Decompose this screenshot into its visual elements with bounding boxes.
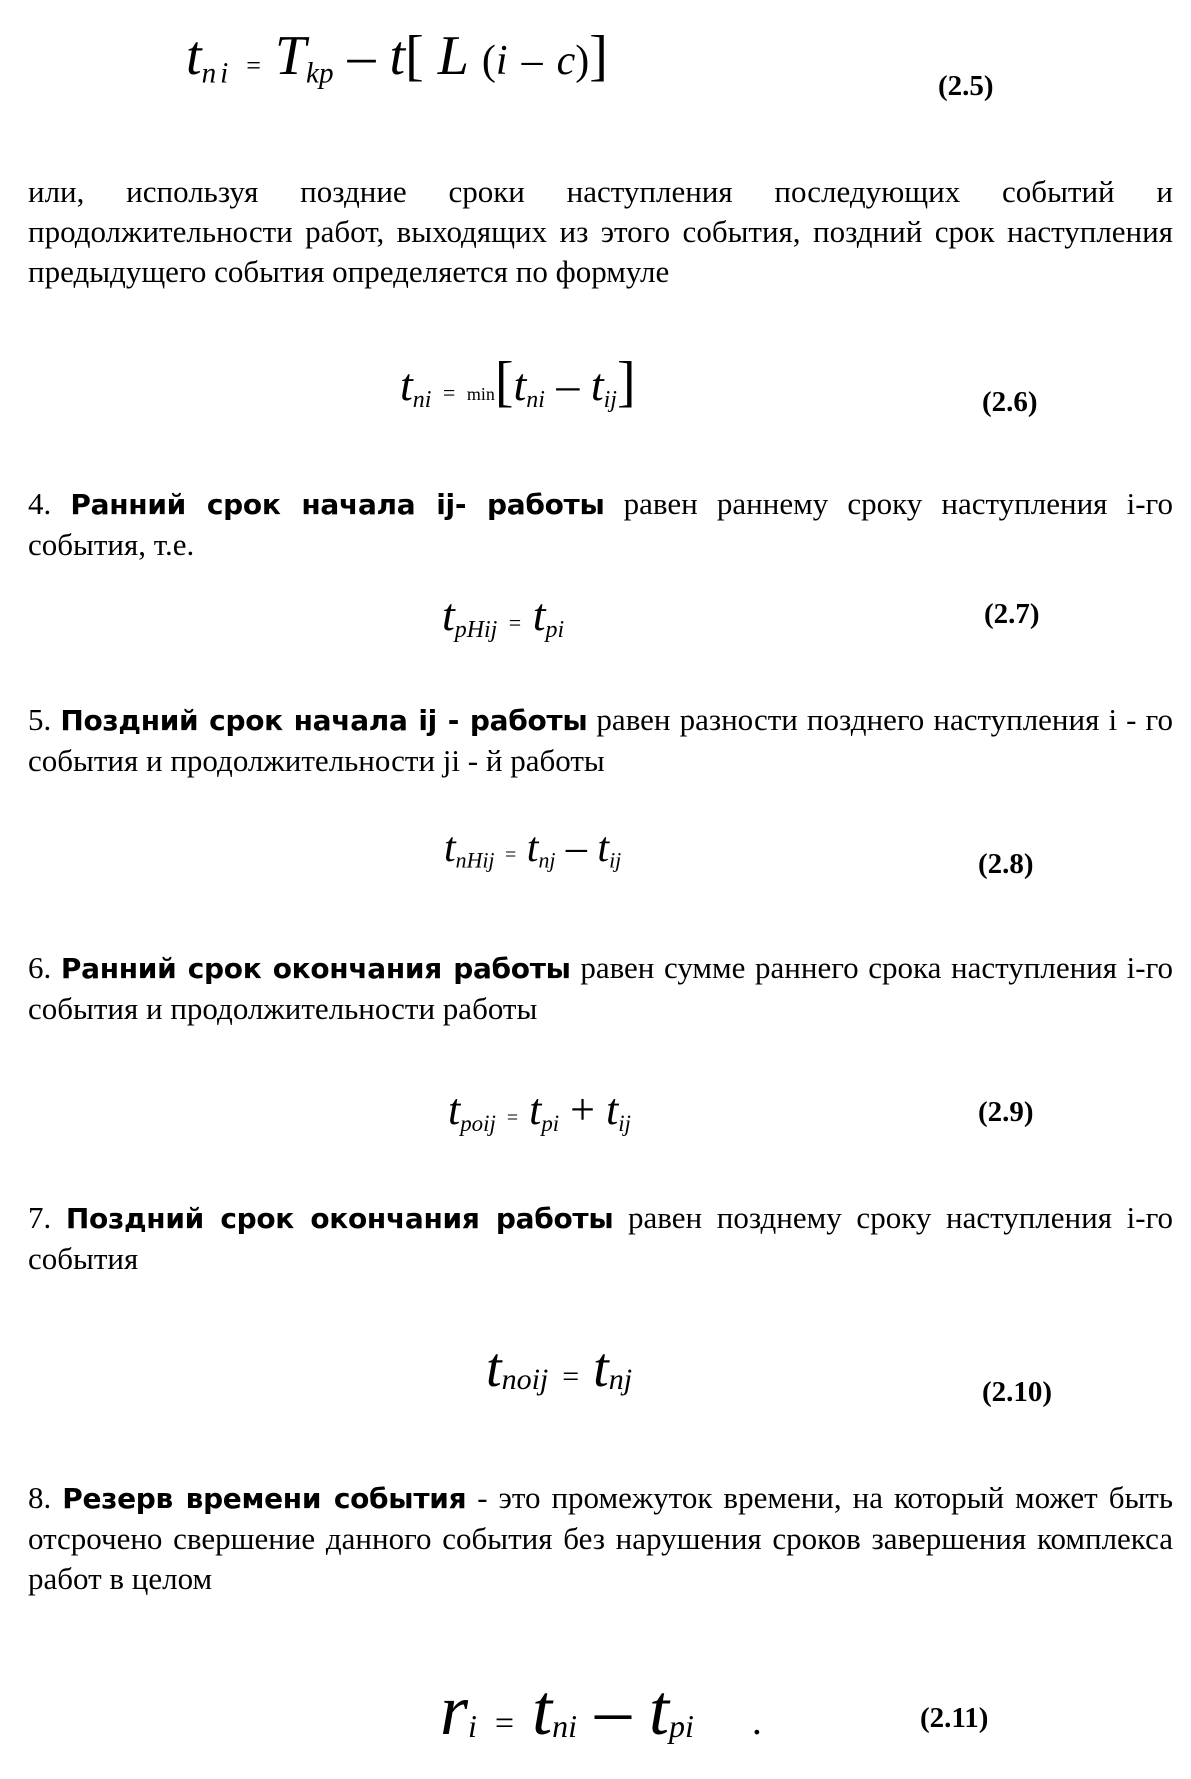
f211-lhs: r <box>440 1670 469 1750</box>
f25-equals: = <box>246 51 261 80</box>
f25-minus: – <box>347 25 376 87</box>
f28-equals: = <box>504 844 517 866</box>
equation-number-2-11: (2.11) <box>920 1702 989 1734</box>
f29-b-sub: ij <box>618 1110 631 1136</box>
f26-a: t <box>513 359 527 410</box>
f25-c: c <box>556 38 576 84</box>
item-5-term: Поздний срок начала ij - работы <box>60 704 588 737</box>
item-4-number: 4. <box>28 486 71 521</box>
f29-lhs: t <box>448 1085 461 1134</box>
item-4-term: Ранний срок начала ij- работы <box>70 488 605 521</box>
f211-minus: – <box>595 1670 632 1750</box>
formula-2-10 <box>486 1336 632 1400</box>
f25-left-paren: ( <box>481 38 496 84</box>
f25-left-bracket: [ <box>405 25 424 87</box>
item-7-late-finish <box>28 1198 1173 1279</box>
item-7-term: Поздний срок окончания работы <box>65 1202 614 1235</box>
equation-number-2-5: (2.5) <box>938 70 994 102</box>
f26-lhs-sub: ni <box>412 387 432 414</box>
item-7-text: равен позднему сроку наступления i-го события <box>28 1200 1174 1276</box>
f25-minus-2: – <box>521 38 543 84</box>
formula-2-7 <box>442 588 564 644</box>
f211-period: . <box>751 1698 762 1743</box>
item-8-term: Резерв времени события <box>62 1482 467 1515</box>
f28-lhs: t <box>444 825 456 871</box>
f25-right-paren: ) <box>575 38 590 84</box>
f25-t: t <box>389 25 406 87</box>
f25-i: i <box>495 38 508 84</box>
item-8-text: - это промежуток времени, на который может быть отсрочено свершение данного события без нарушения сроков завершения комплекса работ в целом <box>28 1480 1173 1596</box>
formula-2-5 <box>186 24 608 91</box>
f25-lhs: t <box>186 25 202 87</box>
item-6-number: 6. <box>28 950 61 985</box>
f28-b-sub: ij <box>609 848 622 873</box>
f28-lhs-sub: nHij <box>455 848 495 873</box>
f211-a: t <box>532 1670 553 1750</box>
f29-equals: = <box>506 1107 519 1129</box>
f25-L: L <box>437 25 468 87</box>
f211-equals: = <box>494 1705 515 1742</box>
f28-a: t <box>526 825 539 871</box>
f26-b: t <box>590 359 604 410</box>
paragraph-text: или, используя поздние сроки наступления последующих событий и продолжительности работ, выходящих из этого события, поздний срок наступления предыдущего события определяется по формуле <box>28 174 1173 289</box>
f26-b-sub: ij <box>603 387 617 414</box>
f26-equals: = <box>442 380 456 405</box>
f27-rhs-sub: pi <box>545 617 565 644</box>
f25-lhs-sub: ni <box>201 57 233 90</box>
formula-2-8 <box>444 824 621 874</box>
f27-rhs: t <box>532 589 546 640</box>
f211-lhs-sub: i <box>468 1708 477 1745</box>
f210-lhs-sub: noij <box>501 1363 549 1396</box>
f28-a-sub: nj <box>538 848 556 873</box>
formula-2-6 <box>400 350 636 414</box>
f27-lhs: t <box>442 589 455 640</box>
item-6-early-finish <box>28 948 1173 1029</box>
f29-a-sub: pi <box>541 1110 560 1136</box>
f210-lhs: t <box>486 1337 502 1399</box>
f25-T-sub: kp <box>306 57 334 90</box>
item-6-text: равен сумме раннего срока наступления i-го события и продолжительности работы <box>28 950 1174 1026</box>
f29-lhs-sub: poij <box>460 1110 496 1136</box>
f211-b-sub: pi <box>669 1708 694 1745</box>
f29-a: t <box>529 1085 542 1134</box>
formula-2-11 <box>440 1670 762 1766</box>
f25-T: T <box>274 25 307 87</box>
f210-rhs-sub: nj <box>608 1363 633 1396</box>
f26-a-sub: ni <box>526 387 545 414</box>
item-5-late-start <box>28 700 1173 781</box>
f26-minus: – <box>556 359 580 410</box>
f25-right-bracket: ] <box>589 25 608 87</box>
equation-number-2-8: (2.8) <box>978 848 1034 880</box>
item-5-number: 5. <box>28 702 61 737</box>
item-6-term: Ранний срок окончания работы <box>60 952 571 985</box>
f26-left-bracket: [ <box>494 351 514 413</box>
formula-2-9 <box>448 1084 631 1137</box>
f26-lhs: t <box>400 359 413 410</box>
item-8-event-slack <box>28 1478 1173 1599</box>
f29-plus: + <box>570 1085 595 1134</box>
equation-number-2-10: (2.10) <box>982 1376 1053 1408</box>
f27-equals: = <box>508 610 522 635</box>
item-4-text: равен раннему сроку наступления i-го события, т.е. <box>28 486 1173 562</box>
f28-minus: – <box>565 825 587 871</box>
item-4-early-start <box>28 484 1173 565</box>
item-5-text: равен разности позднего наступления i - го события и продолжительности ji - й работы <box>28 702 1173 778</box>
f211-a-sub: ni <box>552 1708 578 1745</box>
equation-number-2-6: (2.6) <box>982 386 1038 418</box>
equation-number-2-9: (2.9) <box>978 1096 1034 1128</box>
item-8-number: 8. <box>28 1480 63 1515</box>
equation-number-2-7: (2.7) <box>984 598 1040 630</box>
item-7-number: 7. <box>28 1200 66 1235</box>
f26-min: min <box>466 384 495 404</box>
f26-right-bracket: ] <box>616 351 636 413</box>
f28-b: t <box>597 825 610 871</box>
f211-b: t <box>649 1670 670 1750</box>
f210-equals: = <box>562 1360 580 1393</box>
f27-lhs-sub: pHij <box>454 617 498 644</box>
f210-rhs: t <box>593 1337 609 1399</box>
f29-b: t <box>605 1085 619 1134</box>
paragraph-late-event-term <box>28 172 1173 292</box>
